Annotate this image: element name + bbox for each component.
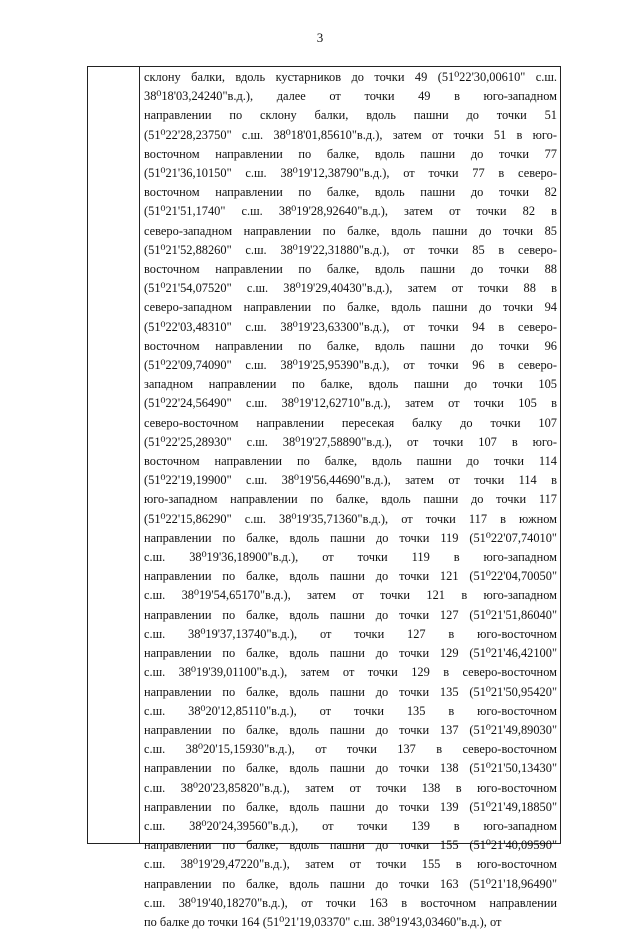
text-line: западном направлении по балке, вдоль пашни до точки 105 [144, 377, 557, 392]
document-table [87, 66, 561, 929]
text-line: с.ш. 38⁰19'37,13740"в.д.), от точки 127 в юго-восточном [144, 626, 557, 641]
text-line: восточном направлении по балке, вдоль пашни до точки 82 [144, 185, 557, 200]
text-line: (51⁰22'15,86290" с.ш. 38⁰19'35,71360"в.д.), от точки 117 в южном [144, 511, 557, 526]
text-line: (51⁰21'54,07520" с.ш. 38⁰19'29,40430"в.д.), затем от точки 88 в [144, 281, 557, 296]
text-line: (51⁰22'28,23750" с.ш. 38⁰18'01,85610"в.д.), затем от точки 51 в юго- [144, 127, 557, 142]
text-line: с.ш. 38⁰20'15,15930"в.д.), от точки 137 в северо-восточном [144, 742, 557, 757]
text-line: северо-западном направлении по балке, вдоль пашни до точки 85 [144, 223, 557, 238]
text-line: (51⁰22'03,48310" с.ш. 38⁰19'23,63300"в.д.), от точки 94 в северо- [144, 319, 557, 334]
table-left-cell [88, 67, 140, 843]
text-line: с.ш. 38⁰20'23,85820"в.д.), затем от точки 138 в юго-восточном [144, 780, 557, 795]
text-line: по балке до точки 164 (51⁰21'19,03370" с.ш. 38⁰19'43,03460"в.д.), от [144, 914, 502, 929]
text-line: (51⁰21'52,88260" с.ш. 38⁰19'22,31880"в.д.), от точки 85 в северо- [144, 242, 557, 257]
text-line: с.ш. 38⁰19'40,18270"в.д.), от точки 163 в восточном направлении [144, 895, 557, 910]
text-line: направлении по балке, вдоль пашни до точки 163 (51⁰21'18,96490" [144, 876, 557, 891]
text-line: (51⁰22'25,28930" с.ш. 38⁰19'27,58890"в.д.), от точки 107 в юго- [144, 434, 557, 449]
text-line: восточном направлении по балке, вдоль пашни до точки 96 [144, 338, 557, 353]
text-line: направлении по балке, вдоль пашни до точки 119 (51⁰22'07,74010" [144, 530, 557, 545]
text-line: (51⁰22'24,56490" с.ш. 38⁰19'12,62710"в.д.), затем от точки 105 в [144, 396, 557, 411]
text-line: направлении по балке, вдоль пашни до точки 139 (51⁰21'49,18850" [144, 799, 557, 814]
text-line: восточном направлении по балке, вдоль пашни до точки 88 [144, 262, 557, 277]
text-line: 38⁰18'03,24240"в.д.), далее от точки 49 в юго-западном [144, 89, 557, 104]
text-line: (51⁰21'36,10150" с.ш. 38⁰19'12,38790"в.д.), от точки 77 в северо- [144, 166, 557, 181]
text-line: с.ш. 38⁰19'54,65170"в.д.), затем от точки 121 в юго-западном [144, 588, 557, 603]
text-line: с.ш. 38⁰19'36,18900"в.д.), от точки 119 в юго-западном [144, 550, 557, 565]
text-line: склону балки, вдоль кустарников до точки 49 (51⁰22'30,00610" с.ш. [144, 70, 557, 84]
text-line: направлении по балке, вдоль пашни до точки 129 (51⁰21'46,42100" [144, 646, 557, 661]
text-line: восточном направлении по балке, вдоль пашни до точки 114 [144, 454, 557, 469]
text-line: северо-западном направлении по балке, вдоль пашни до точки 94 [144, 300, 557, 315]
page-number: 3 [316, 30, 324, 45]
text-line: с.ш. 38⁰20'24,39560"в.д.), от точки 139 в юго-западном [144, 818, 557, 833]
text-line: северо-восточном направлении пересекая балку до точки 107 [144, 415, 557, 430]
table-text-cell [144, 68, 557, 932]
text-line: с.ш. 38⁰19'39,01100"в.д.), затем от точки 129 в северо-восточном [144, 665, 557, 680]
text-line: направлении по балке, вдоль пашни до точки 121 (51⁰22'04,70050" [144, 569, 557, 584]
text-line: направлении по балке, вдоль пашни до точки 135 (51⁰21'50,95420" [144, 684, 557, 699]
text-line: с.ш. 38⁰20'12,85110"в.д.), от точки 135 в юго-восточном [144, 703, 557, 718]
text-line: направлении по балке, вдоль пашни до точки 155 (51⁰21'40,09590" [144, 838, 557, 853]
text-line: (51⁰22'19,19900" с.ш. 38⁰19'56,44690"в.д.), затем от точки 114 в [144, 473, 557, 488]
text-line: с.ш. 38⁰19'29,47220"в.д.), затем от точки 155 в юго-восточном [144, 857, 557, 872]
text-line: направлении по балке, вдоль пашни до точки 127 (51⁰21'51,86040" [144, 607, 557, 622]
text-line: направлении по балке, вдоль пашни до точки 137 (51⁰21'49,89030" [144, 722, 557, 737]
text-line: восточном направлении по балке, вдоль пашни до точки 77 [144, 146, 557, 161]
text-line: юго-западном направлении по балке, вдоль пашни до точки 117 [144, 492, 557, 507]
text-line: (51⁰22'09,74090" с.ш. 38⁰19'25,95390"в.д.), от точки 96 в северо- [144, 358, 557, 373]
text-line: направлении по склону балки, вдоль пашни до точки 51 [144, 108, 557, 123]
text-line: (51⁰21'51,1740" с.ш. 38⁰19'28,92640"в.д.), затем от точки 82 в [144, 204, 557, 219]
text-line: направлении по балке, вдоль пашни до точки 138 (51⁰21'50,13430" [144, 761, 557, 776]
